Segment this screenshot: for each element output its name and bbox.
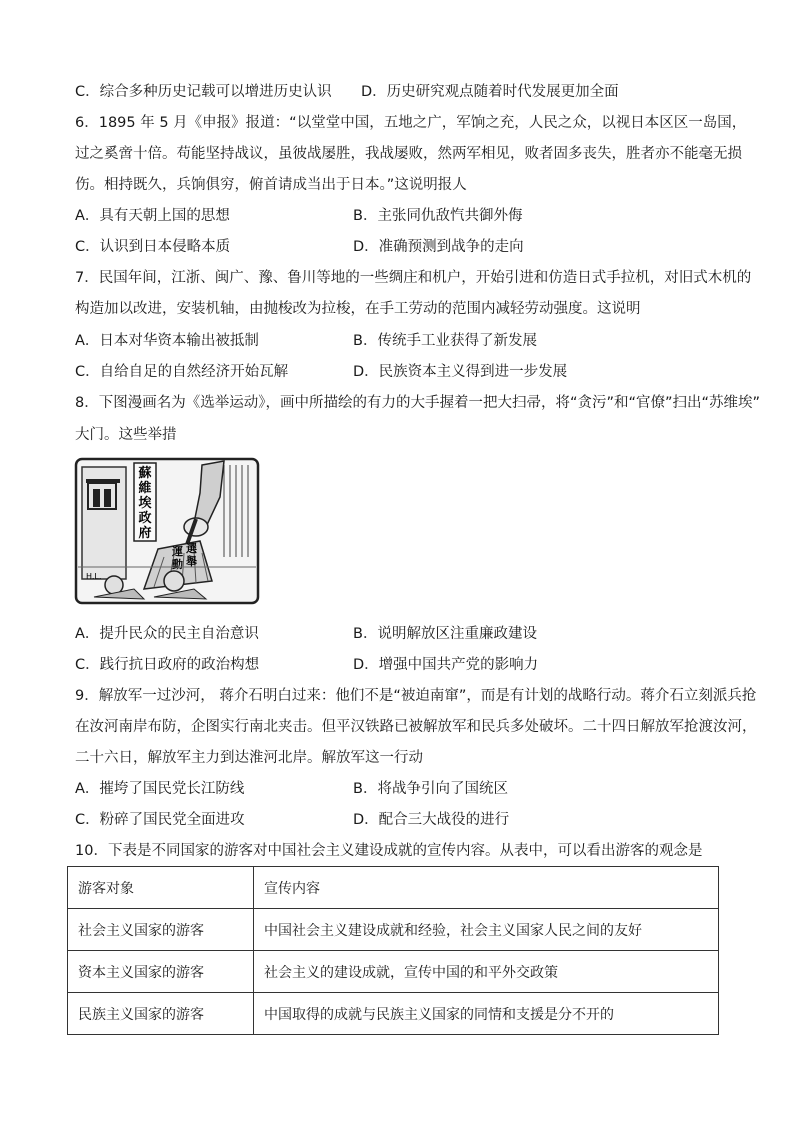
q6-option-d: D．准确预测到战争的走向	[353, 239, 524, 255]
cartoon-broom-char-3: 運	[172, 545, 183, 558]
table-row	[68, 951, 719, 993]
table-row	[68, 909, 719, 951]
q9-stem-line1: 9．解放军一过沙河， 蒋介石明白过来：他们不是“被迫南窜”，而是有计划的战略行动。蒋介石立刻派兵抢	[75, 688, 757, 704]
q7-option-a: A．日本对华资本输出被抵制	[75, 333, 259, 349]
q9-option-d: D．配合三大战役的进行	[353, 812, 510, 828]
q8-option-c: C．践行抗日政府的政治构想	[75, 657, 260, 673]
cartoon-sign-char-3: 埃	[138, 496, 152, 511]
table-cell: 社会主义国家的游客	[68, 909, 254, 951]
q8-stem-line1: 8．下图漫画名为《选举运动》，画中所描绘的有力的大手握着一把大扫帚，将“贪污”和“官僚”扫出“苏维埃”	[75, 395, 761, 411]
q9-option-b: B．将战争引向了国统区	[353, 781, 508, 797]
q8-stem-line2: 大门。这些举措	[75, 427, 177, 443]
cartoon-broom-char-1: 選	[186, 542, 197, 555]
cartoon-artist-mark: H.L.	[86, 572, 102, 581]
q5-option-c: C．综合多种历史记载可以增进历史认识	[75, 84, 332, 100]
q6-option-c: C．认识到日本侵略本质	[75, 239, 231, 255]
q6-stem-line2: 过之奚啻十倍。苟能坚持战议，虽彼战屡胜，我战屡败，然两军相见，败者固多丧失，胜者亦不能毫无损	[75, 146, 742, 162]
table-cell: 资本主义国家的游客	[68, 951, 254, 993]
table-cell: 社会主义的建设成就，宣传中国的和平外交政策	[254, 951, 719, 993]
q7-option-d: D．民族资本主义得到进一步发展	[353, 364, 568, 380]
q6-stem-line3: 伤。相持既久，兵饷俱穷，俯首请成当出于日本。”这说明报人	[75, 177, 467, 193]
q9-option-c: C．粉碎了国民党全面进攻	[75, 812, 245, 828]
table-cell: 中国社会主义建设成就和经验，社会主义国家人民之间的友好	[254, 909, 719, 951]
q6-stem-line1: 6．1895 年 5 月《申报》报道：“以堂堂中国，五地之广，军饷之充，人民之众，以视日本区区一岛国，	[75, 115, 747, 131]
q8-option-d: D．增强中国共产党的影响力	[353, 657, 539, 673]
cartoon-sign-char-1: 蘇	[138, 466, 152, 481]
election-campaign-cartoon	[74, 457, 260, 605]
cartoon-sign-char-2: 維	[138, 481, 152, 496]
tourist-publicity-table	[67, 866, 719, 1035]
table-header-row	[68, 867, 719, 909]
table-row	[68, 993, 719, 1035]
q8-option-a: A．提升民众的民主自治意识	[75, 626, 259, 642]
q9-stem-line2: 在汝河南岸布防，企图实行南北夹击。但平汉铁路已被解放军和民兵多处破坏。二十四日解放军抢渡汝河，	[75, 719, 757, 735]
q7-option-c: C．自给自足的自然经济开始瓦解	[75, 364, 289, 380]
q9-option-a: A．摧垮了国民党长江防线	[75, 781, 245, 797]
cartoon-sign-char-5: 府	[138, 526, 152, 541]
q8-option-b: B．说明解放区注重廉政建设	[353, 626, 537, 642]
q9-stem-line3: 二十六日，解放军主力到达淮河北岸。解放军这一行动	[75, 750, 423, 766]
q7-stem-line1: 7．民国年间，江浙、闽广、豫、鲁川等地的一些绸庄和机户，开始引进和仿造日式手拉机，对旧式木机的	[75, 270, 752, 286]
table-cell: 中国取得的成就与民族主义国家的同情和支援是分不开的	[254, 993, 719, 1035]
q6-option-b: B．主张同仇敌忾共御外侮	[353, 208, 523, 224]
table-cell: 民族主义国家的游客	[68, 993, 254, 1035]
cartoon-sign-char-4: 政	[138, 511, 152, 526]
q6-option-a: A．具有天朝上国的思想	[75, 208, 230, 224]
q10-stem: 10．下表是不同国家的游客对中国社会主义建设成就的宣传内容。从表中，可以看出游客的观念是	[75, 843, 703, 859]
q7-stem-line2: 构造加以改进，安装机轴，由抛梭改为拉梭，在手工劳动的范围内减轻劳动强度。这说明	[75, 301, 641, 317]
cartoon-broom-char-4: 動	[172, 558, 183, 571]
q5-option-d: D．历史研究观点随着时代发展更加全面	[361, 84, 619, 100]
q7-option-b: B．传统手工业获得了新发展	[353, 333, 537, 349]
cartoon-broom-char-2: 舉	[186, 555, 197, 568]
table-header-cell: 宣传内容	[254, 867, 719, 909]
table-header-cell: 游客对象	[68, 867, 254, 909]
